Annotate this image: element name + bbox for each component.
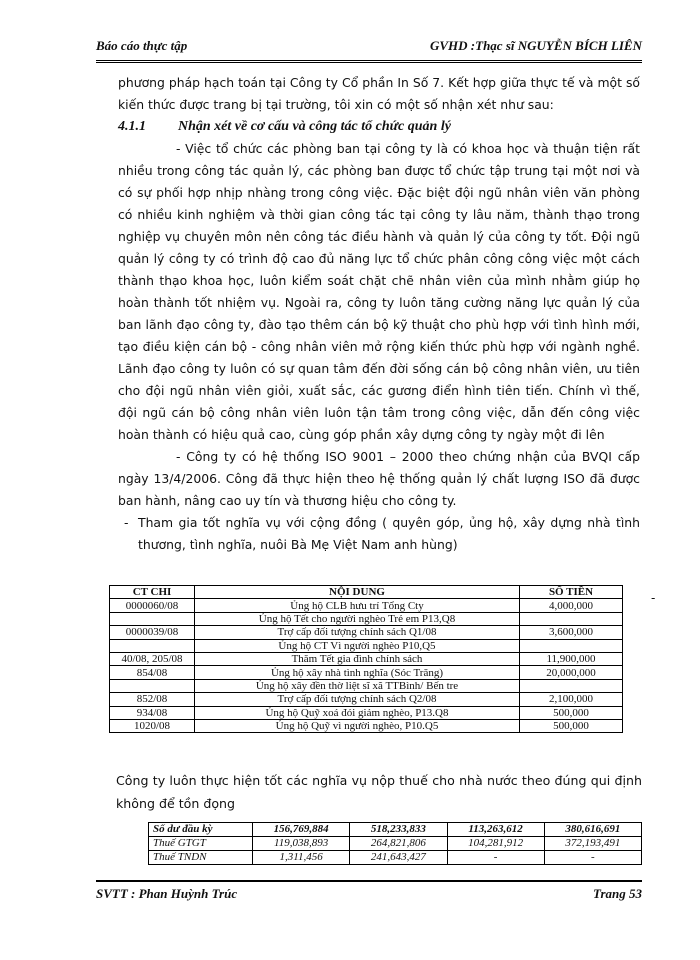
header-report-title: Báo cáo thực tập (96, 38, 188, 53)
table-row (110, 626, 623, 639)
content-cell: Ủng hộ CT Vì người nghèo P10,Q5 (195, 639, 520, 652)
main-content (118, 72, 640, 556)
tax-table (148, 822, 642, 865)
amount-cell: 3,600,000 (520, 626, 623, 639)
donation-table-header-row (110, 586, 623, 599)
value-cell: 264,821,806 (350, 837, 447, 851)
value-cell: 1,311,456 (253, 851, 350, 865)
table-row (149, 851, 642, 865)
value-cell: 518,233,833 (350, 823, 447, 837)
value-cell: 156,769,884 (253, 823, 350, 837)
value-cell: - (544, 851, 641, 865)
value-cell: 380,616,691 (544, 823, 641, 837)
content-cell: Ủng hộ Tết cho người nghèo Trẻ em P13,Q8 (195, 612, 520, 625)
table-row (110, 706, 623, 719)
amount-cell: 4,000,000 (520, 599, 623, 612)
bullet-dash: - (124, 515, 129, 530)
content-cell: Thăm Tết gia đình chính sách (195, 652, 520, 665)
voucher-cell: 0000039/08 (110, 626, 195, 639)
footer-rule (96, 880, 642, 882)
content-cell: Ủng hộ CLB hưu trí Tổng Cty (195, 599, 520, 612)
value-cell: 113,263,612 (447, 823, 544, 837)
bullet-community (118, 512, 640, 556)
section-heading (118, 116, 640, 138)
header-rule (96, 60, 642, 63)
value-cell: 372,193,491 (544, 837, 641, 851)
table-row (110, 599, 623, 612)
amount-cell: 500,000 (520, 719, 623, 732)
table-side-mark: - (651, 591, 656, 605)
content-cell: Ủng hộ xây đền thờ liệt sĩ xã TTBình/ Bến tre (195, 679, 520, 692)
donation-table (109, 585, 623, 733)
value-cell: 241,643,427 (350, 851, 447, 865)
content-cell: Trợ cấp đối tượng chính sách Q1/08 (195, 626, 520, 639)
amount-cell: 500,000 (520, 706, 623, 719)
footer-page-number: Trang 53 (593, 886, 642, 901)
paragraph-organization: - Việc tổ chức các phòng ban tại công ty là có khoa học và thuận tiện rất nhiều trong công tác quản lý, các phòng ban được tổ chức tập trung tại một nơi và có sự phối hợp nhịp nhàng trong công việc. Đặc biệt đội ngũ nhân viên văn phòng có nhiều kinh nghiệm và thời gian công tác tại công ty lâu năm, thành thạo trong nghiệp vụ chuyên môn nên công tác điều hành và quản lý của công ty tốt. Đội ngũ quản lý công ty có trình độ cao đủ năng lực tổ chức phân công công việc một cách thành thạo khoa học, luôn kiểm soát chặt chẽ nhân viên của mình nhằm giúp họ hoàn thành tốt nhiệm vụ. Ngoài ra, công ty luôn tăng cường năng lực quản lý của ban lãnh đạo công ty, đào tạo thêm cán bộ kỹ thuật cho phù hợp với tình hình mới, tạo điều kiện cán bộ - công nhân viên mở rộng kiến thức phù hợp với ngành nghề. Lãnh đạo công ty luôn có sự quan tâm đến đời sống cán bộ công nhân viên, ưu tiên cho đội ngũ nhân viên giỏi, xuất sắc, các gương điển hình tiên tiến. Chính vì thế, đội ngũ cán bộ công nhân viên luôn tận tâm trong công việc, dẫn đến công việc hoàn thành có hiệu quả cao, cùng góp phần xây dựng công ty ngày một đi lên (118, 141, 640, 442)
table-row (110, 719, 623, 732)
section-title: Nhận xét về cơ cấu và công tác tổ chức quản lý (178, 119, 451, 134)
voucher-cell: 852/08 (110, 693, 195, 706)
voucher-cell: 0000060/08 (110, 599, 195, 612)
amount-cell (520, 639, 623, 652)
table-row (110, 639, 623, 652)
value-cell: 104,281,912 (447, 837, 544, 851)
amount-cell (520, 679, 623, 692)
table-row (149, 823, 642, 837)
header-advisor: GVHD :Thạc sĩ NGUYỄN BÍCH LIÊN (430, 38, 642, 53)
content-cell: Trợ cấp đối tượng chính sách Q2/08 (195, 693, 520, 706)
content-cell: Ủng hộ Quỹ vì người nghèo, P10.Q5 (195, 719, 520, 732)
row-label: Thuế GTGT (149, 837, 253, 851)
table-row (110, 612, 623, 625)
column-header-voucher: CT CHI (110, 586, 195, 599)
table-row (149, 837, 642, 851)
table-row (110, 693, 623, 706)
amount-cell (520, 612, 623, 625)
intro-paragraph: phương pháp hạch toán tại Công ty Cổ phần In Số 7. Kết hợp giữa thực tế và một số kiến thức được trang bị tại trường, tôi xin có một số nhận xét như sau: (118, 75, 640, 112)
amount-cell: 2,100,000 (520, 693, 623, 706)
voucher-cell (110, 639, 195, 652)
amount-cell: 20,000,000 (520, 666, 623, 679)
row-label: Số dư đầu kỳ (149, 823, 253, 837)
table-row (110, 679, 623, 692)
value-cell: - (447, 851, 544, 865)
column-header-content: NỘI DUNG (195, 586, 520, 599)
tax-paragraph: Công ty luôn thực hiện tốt các nghĩa vụ nộp thuế cho nhà nước theo đúng qui định không để tồn đọng (116, 773, 642, 811)
footer-student: SVTT : Phan Huỳnh Trúc (96, 886, 238, 901)
section-number: 4.1.1 (118, 119, 146, 134)
table-row (110, 666, 623, 679)
page-footer (96, 880, 642, 910)
bullet-text: Tham gia tốt nghĩa vụ với cộng đồng ( quyên góp, ủng hộ, xây dựng nhà tình thương, tình nghĩa, nuôi Bà Mẹ Việt Nam anh hùng) (138, 515, 640, 552)
voucher-cell: 854/08 (110, 666, 195, 679)
column-header-amount: SỐ TIỀN (520, 586, 623, 599)
content-cell: Ủng hộ xây nhà tình nghĩa (Sóc Trăng) (195, 666, 520, 679)
voucher-cell: 1020/08 (110, 719, 195, 732)
amount-cell: 11,900,000 (520, 652, 623, 665)
voucher-cell (110, 612, 195, 625)
row-label: Thuế TNDN (149, 851, 253, 865)
table-row (110, 652, 623, 665)
page-header (96, 32, 642, 58)
voucher-cell: 934/08 (110, 706, 195, 719)
voucher-cell: 40/08, 205/08 (110, 652, 195, 665)
value-cell: 119,038,893 (253, 837, 350, 851)
content-cell: Ủng hộ Quỹ xoá đói giảm nghèo, P13.Q8 (195, 706, 520, 719)
voucher-cell (110, 679, 195, 692)
paragraph-iso: - Công ty có hệ thống ISO 9001 – 2000 theo chứng nhận của BVQI cấp ngày 13/4/2006. Công đã thực hiện theo hệ thống quản lý chất lượng ISO đã được ban hành, nâng cao uy tín và thương hiệu cho công ty. (118, 449, 640, 508)
